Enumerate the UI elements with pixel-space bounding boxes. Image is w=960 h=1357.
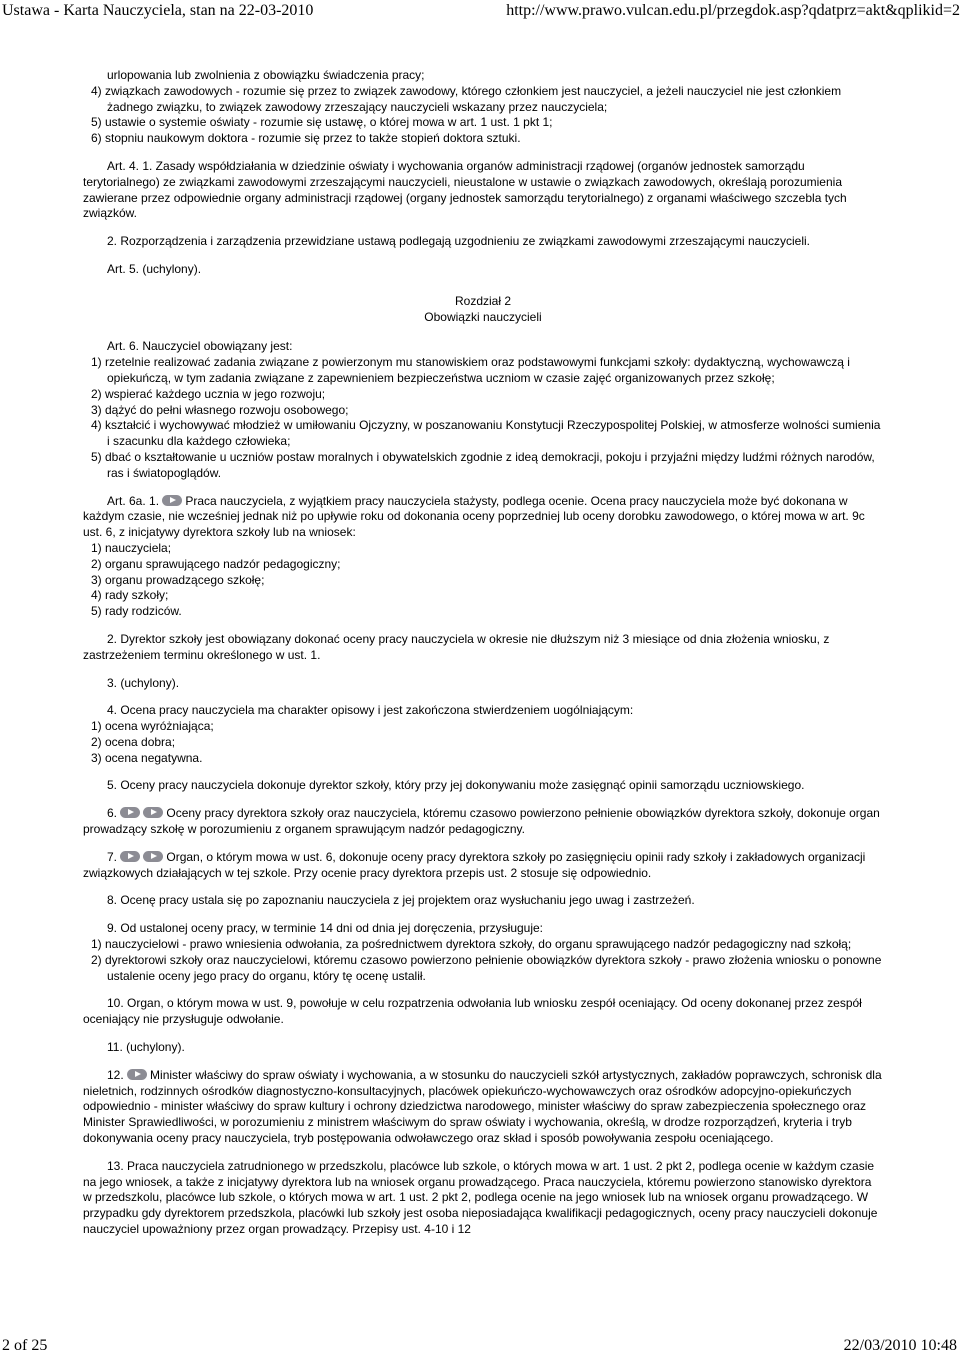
paragraph (83, 494, 883, 541)
play-icon[interactable] (162, 495, 182, 506)
chapter-number: Rozdział 2 (454, 293, 512, 308)
page-footer (0, 1335, 960, 1357)
page-title: Ustawa - Karta Nauczyciela, stan na 22-03-2010 (2, 2, 314, 19)
paragraph: Art. 5. (uchylony). (107, 261, 202, 276)
paragraph-text: Organ, o którym mowa w ust. 6, dokonuje oceny pracy dyrektora szkoły po zasięgnięciu opinii rady szkoły i zakładowych organizacji związkowych działających w tej szkole. Przy ocenie pracy dyrektora przepis ust. 2 stosuje się odpowiednio. (83, 849, 866, 880)
paragraph: 9. Od ustalonej oceny pracy, w terminie 14 dni od dnia jej doręczenia, przysługuje: (107, 921, 544, 936)
paragraph: 13. Praca nauczyciela zatrudnionego w przedszkolu, placówce lub szkole, o których mowa w art. 1 ust. 2 pkt 2, podlega ocenie w każdym czasie na jego wniosek, a także z inicjatywy dyrektora lub na wniosek organu prowadzącego. Praca nauczyciela, któremu powierzono stanowisko dyrektora w przedszkolu, placówce lub szkole, o których mowa w art. 1 ust. 2 pkt 2, podlega ocenie na jego wniosek lub na wniosek organu prowadzącego. W przypadku gdy dyrektorem przedszkola, placówki lub szkoły jest osoba nieposiadająca kwalifikacji pedagogicznych, oceny pracy nauczycieli dokonuje nauczyciel upoważniony przez organ prowadzący. Przepisy ust. 4-10 i 12 (83, 1158, 878, 1237)
paragraph (83, 850, 883, 882)
play-icon[interactable] (143, 807, 163, 818)
list-item: 4) związkach zawodowych - rozumie się przez to związek zawodowy, którego członkiem jest nauczyciel, a jeżeli nauczyciel nie jest członkiem żadnego związku, to związek zawodowy zrzeszający nauczycieli wskazany przez nauczyciela; (91, 83, 842, 114)
paragraph: 4. Ocena pracy nauczyciela ma charakter opisowy i jest zakończona stwierdzeniem uogólniającym: (107, 703, 634, 718)
list-item: 3) dążyć do pełni własnego rozwoju osobowego; (91, 402, 349, 417)
list-item: 2) organu sprawującego nadzór pedagogiczny; (91, 556, 341, 571)
chapter-heading (83, 294, 883, 326)
play-icon[interactable] (120, 851, 140, 862)
paragraph-text: Minister właściwy do spraw oświaty i wychowania, a w stosunku do nauczycieli szkół artystycznych, zakładów poprawczych, schronisk dla nieletnich, rodzinnych ośrodków diagnostyczno-konsultacyjnych, placówek opiekuńczo-wychowawczych oraz ośrodków adopcyjno-opiekuńczych odpowiednio - minister właściwy do spraw kultury i ochrony dziedzictwa narodowego, minister właściwy do spraw zabezpieczenia społecznego oraz Minister Sprawiedliwości, w porozumieniu z ministrem właściwym do spraw oświaty i wychowania, określą, w drodze rozporządzeń, kryteria i tryb dokonywania oceny pracy nauczyciela, tryb postępowania odwoławczego oraz skład i sposób powoływania zespołu oceniającego. (83, 1067, 882, 1146)
print-datetime: 22/03/2010 10:48 (843, 1337, 957, 1354)
paragraph: 5. Oceny pracy nauczyciela dokonuje dyrektor szkoły, który przy jej dokonywaniu może zasięgnąć opinii samorządu uczniowskiego. (107, 778, 805, 793)
list-item: 4) kształcić i wychowywać młodzież w umiłowaniu Ojczyzny, w poszanowaniu Konstytucji Rzeczypospolitej Polskiej, w atmosferze wolności sumienia i szacunku dla każdego człowieka; (91, 418, 881, 449)
list-item: 2) ocena dobra; (91, 734, 176, 749)
list-item: 1) ocena wyróżniająca; (91, 719, 214, 734)
paragraph: 8. Ocenę pracy ustala się po zapoznaniu nauczyciela z jej projektem oraz wysłuchaniu jego uwag i zastrzeżeń. (107, 893, 695, 908)
page-url: http://www.prawo.vulcan.edu.pl/przegdok.asp?qdatprz=akt&qplikid=2 (506, 2, 960, 19)
list-item: 2) wspierać każdego ucznia w jego rozwoju; (91, 386, 326, 401)
paragraph-number: Art. 6a. 1. (107, 493, 160, 508)
paragraph: 10. Organ, o którym mowa w ust. 9, powołuje w celu rozpatrzenia odwołania lub wniosku zespół oceniający. Od oceny dokonanej przez zespół oceniający nie przysługuje odwołanie. (83, 996, 862, 1027)
document-body (83, 68, 883, 1250)
paragraph (83, 1068, 883, 1147)
paragraph: 3. (uchylony). (107, 675, 180, 690)
paragraph-text: Oceny pracy dyrektora szkoły oraz nauczyciela, któremu czasowo powierzono pełnienie obowiązków dyrektora szkoły, dokonuje organ prowadzący szkołę w porozumieniu z organem sprawującym nadzór pedagogiczny. (83, 806, 880, 837)
list-item: 1) nauczyciela; (91, 540, 172, 555)
list-item: 3) ocena negatywna. (91, 750, 203, 765)
page-counter: 2 of 25 (2, 1337, 48, 1354)
paragraph-number: 7. (107, 849, 118, 864)
play-icon[interactable] (143, 851, 163, 862)
list-item: 1) rzetelnie realizować zadania związane z powierzonym mu stanowiskiem oraz podstawowymi funkcjami szkoły: dydaktyczną, wychowawczą i opiekuńczą, w tym zadania związane z zapewnieniem bezpieczeństwa uczniom w czasie zajęć organizowanych przez szkołę; (91, 355, 850, 385)
list-item: 5) dbać o kształtowanie u uczniów postaw moralnych i obywatelskich zgodnie z ideą demokracji, pokoju i przyjaźni między ludźmi różnych narodów, ras i światopoglądów. (91, 449, 875, 480)
play-icon[interactable] (120, 807, 140, 818)
paragraph-number: 6. (107, 806, 118, 821)
paragraph: 11. (uchylony). (107, 1040, 185, 1055)
paragraph: Art. 4. 1. Zasady współdziałania w dziedzinie oświaty i wychowania organów administracji rządowej (organów jednostek samorządu terytorialnego) ze związkami zawodowymi zrzeszającymi nauczycieli, nieustalone w ustawie o związkach zawodowych, określają porozumienia zawierane przez odpowiednie organy administracji rządowej (organy jednostek samorządu terytorialnego) z organami właściwego szczebla tych związków. (83, 158, 847, 221)
list-item: 2) dyrektorowi szkoły oraz nauczycielowi, któremu czasowo powierzono pełnienie obowiązków dyrektora szkoły - prawo złożenia wniosku o ponowne ustalenie oceny jego pracy do organu, który tę ocenę ustalił. (91, 952, 882, 983)
paragraph: Art. 6. Nauczyciel obowiązany jest: (107, 339, 293, 354)
page-header (0, 0, 960, 22)
paragraph: 2. Dyrektor szkoły jest obowiązany dokonać oceny pracy nauczyciela w okresie nie dłuższym niż 3 miesiące od dnia złożenia wniosku, z zastrzeżeniem terminu określonego w ust. 1. (83, 631, 830, 662)
list-item: 5) ustawie o systemie oświaty - rozumie się ustawę, o której mowa w art. 1 ust. 1 pkt 1; (91, 115, 553, 130)
paragraph: 2. Rozporządzenia i zarządzenia przewidziane ustawą podlegają uzgodnieniu ze związkami zawodowymi zrzeszającymi nauczycieli. (107, 234, 811, 249)
list-item: 5) rady rodziców. (91, 604, 182, 619)
list-item: 3) organu prowadzącego szkołę; (91, 572, 265, 587)
paragraph (83, 806, 883, 838)
list-item: urlopowania lub zwolnienia z obowiązku świadczenia pracy; (107, 68, 425, 82)
list-item: 4) rady szkoły; (91, 588, 169, 603)
paragraph-text: Praca nauczyciela, z wyjątkiem pracy nauczyciela stażysty, podlega ocenie. Ocena pracy nauczyciela może być dokonana w każdym czasie, nie wcześniej jednak niż po upływie roku od dokonania oceny poprzedniej lub oceny dorobku zawodowego, o której mowa w art. 9c ust. 6, z inicjatywy dyrektora szkoły lub na wniosek: (83, 493, 865, 540)
paragraph-number: 12. (107, 1067, 124, 1082)
list-item: 6) stopniu naukowym doktora - rozumie się przez to także stopień doktora sztuki. (91, 131, 521, 146)
list-item: 1) nauczycielowi - prawo wniesienia odwołania, za pośrednictwem dyrektora szkoły, do organu sprawującego nadzór pedagogiczny nad szkołą; (91, 937, 852, 952)
chapter-title: Obowiązki nauczycieli (424, 309, 542, 324)
play-icon[interactable] (127, 1069, 147, 1080)
